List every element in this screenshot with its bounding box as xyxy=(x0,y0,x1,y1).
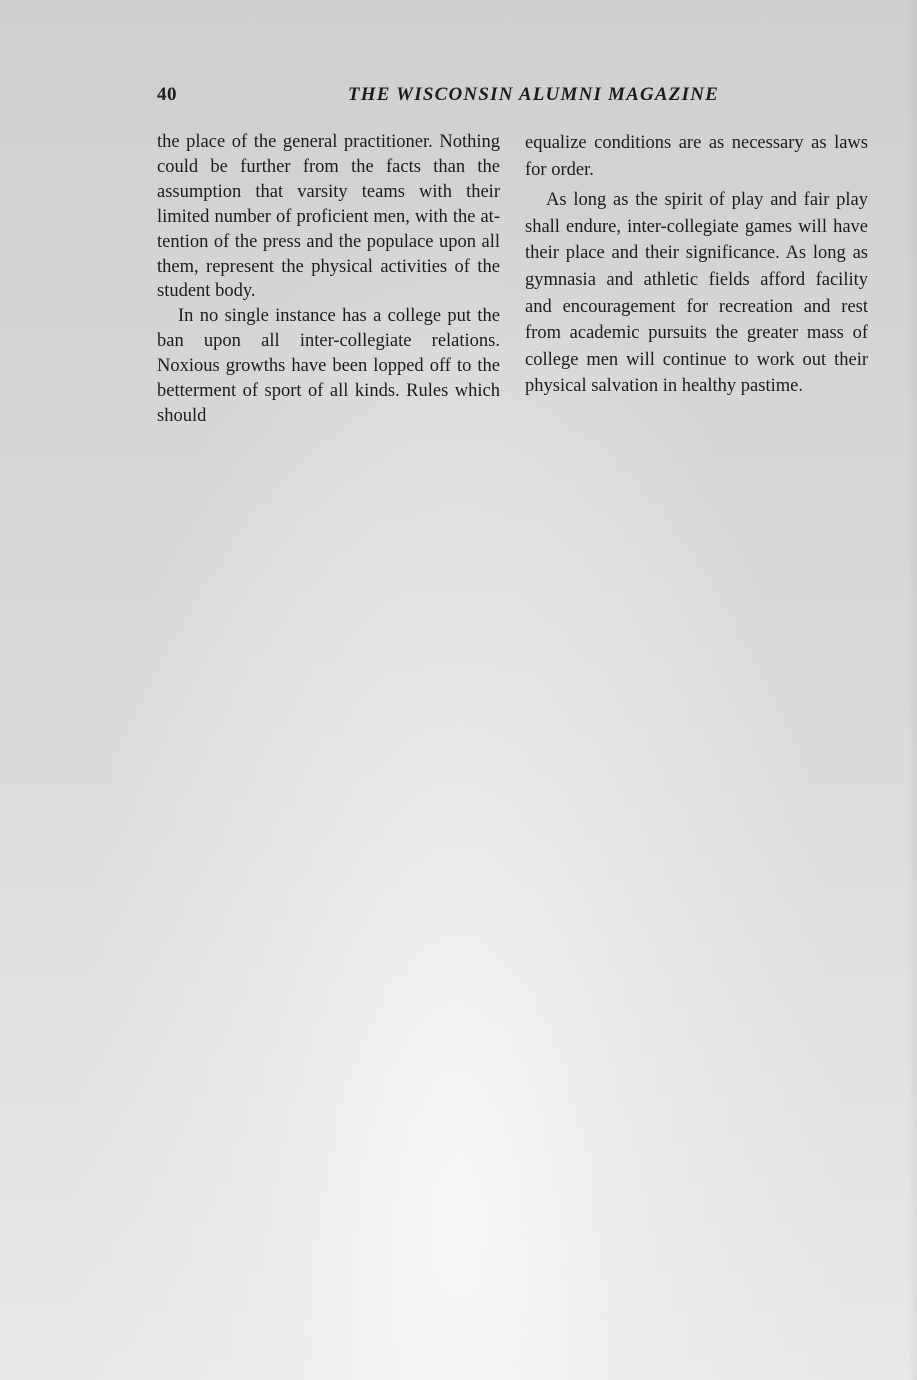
running-title: THE WISCONSIN ALUMNI MAGAZINE xyxy=(347,84,719,105)
left-paragraph-1: the place of the general practitioner. Nothing could be further from the facts than the assumption that varsity teams with their limited number of proficient men, with the attention of the press and the populace upon all them, represent the physical activities of the student body. xyxy=(157,132,500,302)
left-paragraph-2: In no single instance has a college put the ban upon all inter-collegiate relations. Noxious growths have been lopped off to the betterment of sport of all kinds. Rules which should xyxy=(157,306,500,426)
page-header xyxy=(157,84,719,112)
right-column xyxy=(525,130,868,400)
page-number: 40 xyxy=(157,84,177,105)
right-paragraph-1: equalize conditions are as necessary as laws for order. xyxy=(525,133,868,180)
left-column xyxy=(157,130,500,429)
page-edge-shadow xyxy=(907,0,917,1380)
right-paragraph-2: As long as the spirit of play and fair play shall endure, inter-collegiate games will have their place and their significance. As long as gymnasia and athletic fields afford facility and encouragement for recreation and rest from academic pursuits the greater mass of college men will continue to work out their physical salvation in healthy pastime. xyxy=(525,190,868,397)
